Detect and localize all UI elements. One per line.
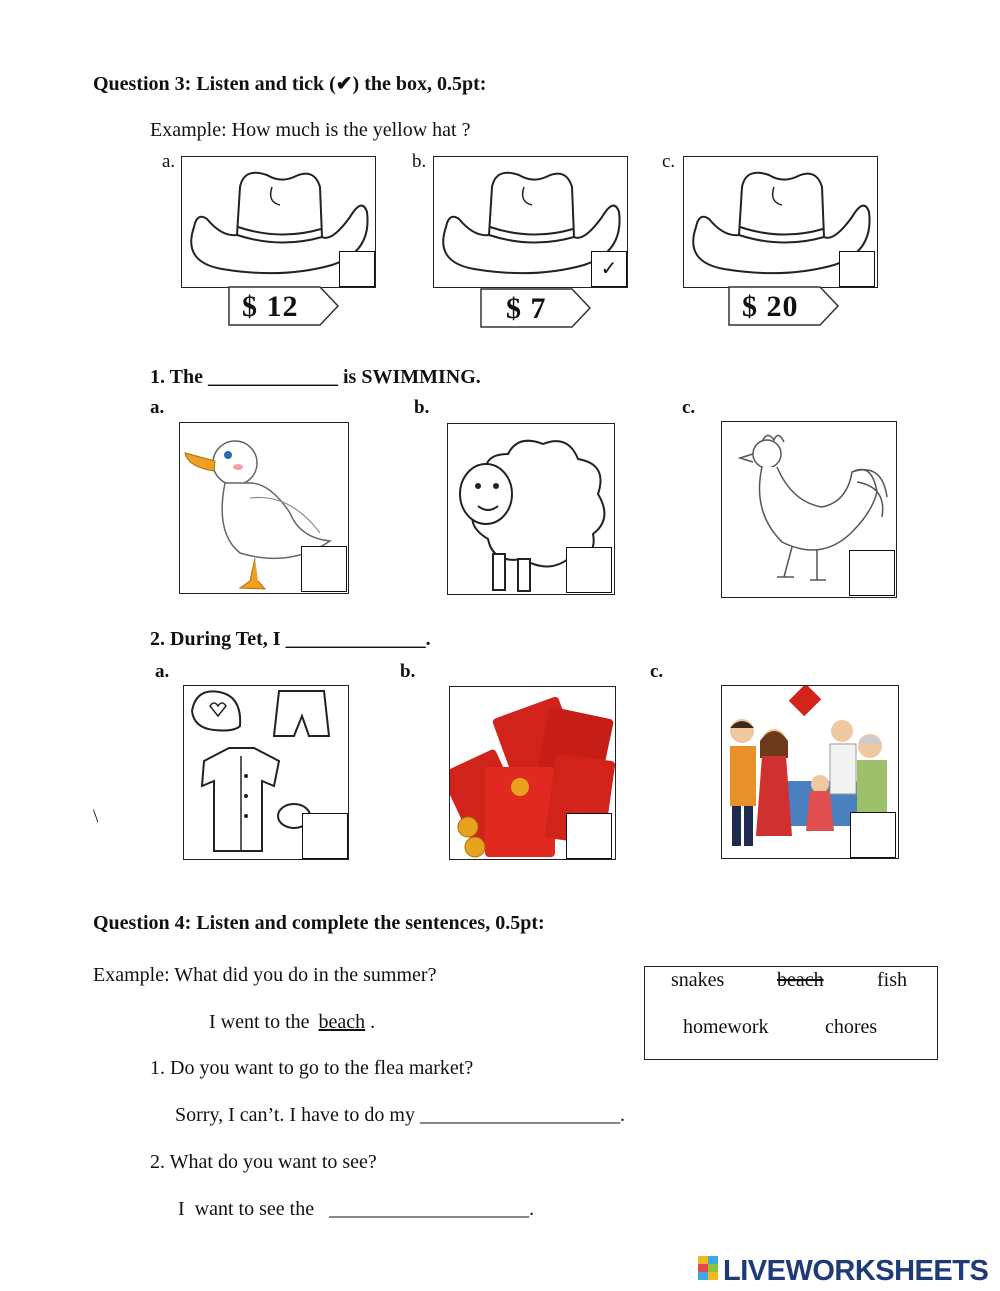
item2-label-b: b. [400,661,416,682]
rooster-tickbox[interactable] [849,550,895,596]
item1-label-a: a. [150,397,165,418]
q3-title: Question 3: Listen and tick (✔) the box, 0.5pt: [93,73,487,95]
word-chores: chores [825,1016,878,1038]
item2-label-a: a. [155,661,170,682]
price-c: $ 20 [742,290,799,323]
liveworksheets-logo-icon [697,1256,719,1286]
example-answer-word: beach [318,1011,366,1033]
hat-a-letter: a. [162,151,176,172]
item2-prompt: 2. During Tet, I ______________. [150,628,431,650]
item1-label-c: c. [682,397,696,418]
price-b: $ 7 [506,292,547,325]
hat-c-tickbox[interactable] [839,251,875,287]
duck-tickbox[interactable] [301,546,347,592]
hat-c-letter: c. [662,151,676,172]
price-tag-b [480,288,592,328]
hat-b-letter: b. [412,151,427,172]
q4-question-2: 2. What do you want to see? [150,1151,377,1173]
hat-b-tickbox[interactable]: ✓ [591,251,627,287]
item2-label-c: c. [650,661,664,682]
item1-label-b: b. [414,397,430,418]
example-answer-end: . [370,1011,376,1033]
lucky-money-tickbox[interactable] [566,813,612,859]
word-fish: fish [877,969,907,991]
q3-example: Example: How much is the yellow hat ? [150,119,471,141]
hat-a-tickbox[interactable] [339,251,375,287]
word-homework: homework [683,1016,769,1038]
q4-answer-2[interactable]: I want to see the ____________________. [178,1198,535,1220]
logo-text: LIVEWORKSHEETS [723,1254,989,1287]
price-tag-c [728,286,840,326]
liveworksheets-logo [697,1253,988,1289]
word-snakes: snakes [671,969,725,991]
q4-example-question: Example: What did you do in the summer? [93,964,437,986]
price-tag-a [228,286,340,326]
q4-answer-1[interactable]: Sorry, I can’t. I have to do my ____________________. [175,1104,625,1126]
clothes-tickbox[interactable] [302,813,348,859]
example-answer-start: I went to the [209,1011,310,1033]
q4-example-answer [209,1010,375,1034]
price-a: $ 12 [242,290,299,323]
sheep-tickbox[interactable] [566,547,612,593]
stray-mark: \ [93,806,99,827]
word-bank [644,966,938,1060]
word-beach: beach [777,969,824,991]
family-tickbox[interactable] [850,812,896,858]
q4-question-1: 1. Do you want to go to the flea market? [150,1057,474,1079]
item1-prompt: 1. The _____________ is SWIMMING. [150,366,481,388]
q4-title: Question 4: Listen and complete the sentences, 0.5pt: [93,912,545,934]
